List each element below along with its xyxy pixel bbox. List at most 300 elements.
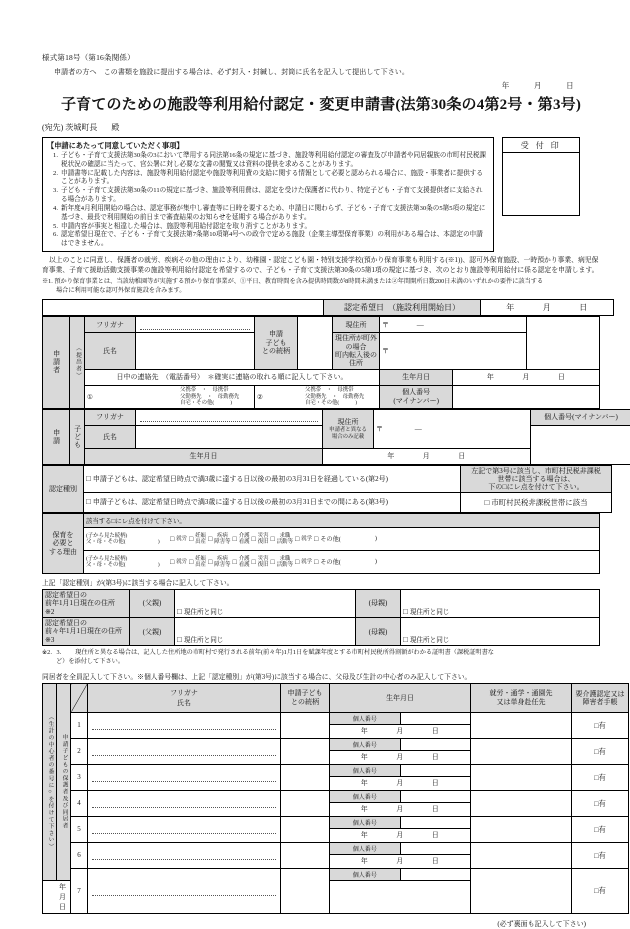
household-care-check[interactable]: □有 [572,764,629,790]
household-mynumber-input[interactable] [400,764,471,776]
contact-2-options[interactable] [305,387,379,406]
reason-option-pregnancy[interactable] [189,533,206,545]
checkbox-icon[interactable]: □ [314,558,318,566]
reason-label: 災害 復旧 [258,533,269,545]
household-birth-input[interactable] [330,854,471,868]
checkbox-icon[interactable]: □ [208,535,212,543]
household-care-check[interactable]: □有 [572,790,629,816]
applicant-furigana-input[interactable] [136,317,255,333]
reason-label: 就労 [176,536,187,542]
applicant-mynumber-input[interactable] [453,385,600,408]
page-title: 子育てのための施設等利用給付認定・変更申請書(法第30条の4第2号・第3号) [42,93,600,114]
household-caption: 同居者を全員記入して下さい。※個人番号欄は、上記「認定種別」が(第3号)に該当する場合に、父母及び生計の中心者のみ記入して下さい。 [42,671,600,681]
birth-year: 年 [361,831,369,839]
household-birth-input[interactable] [43,880,71,913]
checkbox-icon[interactable]: □ [86,474,91,483]
receipt-stamp-area [503,153,579,215]
birth-year: 年 [361,727,369,735]
household-name-input[interactable] [88,842,281,868]
household-row-number: 7 [71,868,88,913]
reason-option-disaster[interactable] [252,533,269,545]
child-address-label-text: 現住所 [325,417,371,427]
reason-option-other[interactable] [314,557,377,566]
birth-day: 日 [432,753,440,761]
dotted-line [92,824,276,834]
reason-label: 就労 [176,559,187,565]
reason-options [86,533,597,545]
child-address-input[interactable] [374,409,531,448]
checkbox-icon[interactable]: □ [177,607,182,616]
birth-year: 年 [361,857,369,865]
certification-type-table [42,465,612,513]
household-row [43,790,629,802]
birth-year: 年 [361,779,369,787]
reason-label-line-3: する理由 [45,548,81,556]
declaration-text: 以上のことに同意し、保護者の就労、疾病その他の理由により、幼稚園・認定こども園・特別支援学校(預かり保育事業も利用する(※1))、認可外保育施設、一時預かり事業、病児保育事業、子育て援助活動支援事業の施設等利用給付認定を希望するので、子ども・子育て支援法第30条の5第1項の規定に基づき、次のとおり施設等利用給付に係る認定を申請します。 [42,256,600,275]
phone-option-line-2: 父勤務先 ・ 母勤務先 [305,394,379,400]
reason-option-jobseeking[interactable] [271,533,293,545]
mynumber-line-1: 個人番号 [382,388,450,396]
birth-month: 月 [396,805,404,813]
receipt-stamp-box [502,137,580,216]
checkbox-icon[interactable]: □ [271,535,275,543]
child-table [42,409,630,465]
date-year-label: 年 [502,81,510,90]
checkbox-icon[interactable]: □ [86,497,91,506]
household-row [43,816,629,828]
reason-relation-2[interactable] [86,556,170,568]
postal-mark-icon: 〒 [382,321,389,329]
child-mynumber-input[interactable] [531,425,630,464]
phone-option-line-1: 父携帯 ・ 母携帯 [305,387,379,393]
reason-row-parent-1[interactable] [84,527,600,550]
reason-other-close: ) [375,535,377,542]
checkbox-icon[interactable]: □ [403,635,408,644]
birth-month: 月 [59,893,67,901]
applicant-relation-input[interactable] [298,317,333,370]
household-work-input[interactable] [471,816,572,842]
phone-option-line-3: 自宅・その他( ) [305,400,379,406]
same-as-current-label: 現住所と同じ [184,609,224,616]
household-relation-input[interactable] [281,816,330,842]
birth-day: 日 [558,373,566,381]
past-address-row-2-mother-input[interactable] [401,617,600,645]
reason-label: 疾病 障害等 [214,556,230,568]
applicant-side-label-main: 申請者 [52,350,59,374]
relation-line-2: 子ども [257,339,295,347]
child-mynumber-label: 個人番号(マイナンバー) [531,409,630,425]
household-mynumber-input[interactable] [400,816,471,828]
non-taxable-household-label: 市町村民税非課税世帯に該当 [491,498,587,507]
household-birth-input[interactable] [330,802,471,816]
past-address-row-2-father-input[interactable] [175,617,356,645]
wish-date-month[interactable]: 月 [543,303,552,312]
consent-item [47,205,489,223]
household-relation-input[interactable] [281,790,330,816]
past-address-table [42,589,600,646]
reason-option-other[interactable] [314,534,377,543]
date-month-label: 月 [534,81,542,90]
reason-option-illness[interactable] [208,556,230,568]
birth-month: 月 [522,373,530,381]
dotted-line [92,746,276,756]
care-header-line-1: 要介護認定又は [574,690,626,698]
household-care-check[interactable]: □有 [572,738,629,764]
certification-option-2-label: 申請子どもは、認定希望日時点で満3歳に達する日以後の最初の3月31日を経過している(第2号) [93,475,388,483]
dotted-line [92,886,276,896]
birth-year: 年 [59,883,67,891]
table-row [43,617,600,645]
furigana-header: フリガナ [90,688,278,698]
checkbox-icon[interactable]: □ [177,635,182,644]
past-address-row-1-father-input[interactable] [175,589,356,617]
contact-1-options[interactable] [180,387,254,406]
same-as-current-label: 現住所と同じ [184,637,224,644]
household-work-header [471,683,572,712]
phone-option-line-2: 父勤務先 ・ 母勤務先 [180,394,254,400]
applicant-side-label [43,317,70,409]
reason-option-illness[interactable] [208,533,230,545]
dotted-line [92,720,276,730]
child-side-label-sub-cell [70,409,85,464]
applicant-name-label: 氏名 [85,333,136,370]
household-relation-input[interactable] [281,868,330,913]
household-birth-input[interactable] [330,776,471,790]
applicant-address-input[interactable] [380,317,527,333]
out-of-town-line-1: 現住所が町外の場合 [335,334,377,351]
birth-month: 月 [396,831,404,839]
past-address-row-1-mother-label: (母親) [356,589,401,617]
mynumber-line-2: (マイナンバー) [382,397,450,405]
certification-option-3[interactable] [84,492,461,512]
label-line-2: 前年1月1日現在の住所 [45,599,127,607]
household-name-input[interactable] [88,868,281,913]
certification-option-2[interactable] [84,465,461,492]
consent-item [47,231,489,249]
childcare-reason-instruction: 該当する□にレ点を付けて下さい。 [84,513,600,527]
child-birth-label: 生年月日 [85,448,323,464]
checkbox-icon[interactable]: □ [170,558,174,566]
household-care-check[interactable]: □有 [572,712,629,738]
reason-options [86,556,597,568]
table-row [43,465,612,492]
birth-month: 月 [396,779,404,787]
table-row [43,492,612,512]
checkbox-icon[interactable]: □ [403,607,408,616]
birth-day: 日 [432,805,440,813]
checkbox-icon[interactable]: □ [252,558,256,566]
relation-line-1: 申請 [257,330,295,338]
wish-date-year[interactable]: 年 [506,303,515,312]
certification-side-note [461,465,612,492]
household-name-input[interactable] [88,764,281,790]
reason-row-parent-2[interactable] [84,550,600,573]
contact-2-number: ② [255,393,305,401]
household-row-number: 6 [71,842,88,868]
form-number: 様式第18号（第16条関係） [42,52,600,63]
household-mynumber-input[interactable] [400,712,471,724]
reason-option-work[interactable] [170,535,187,543]
household-relation-header [281,683,330,712]
table-row [43,385,600,408]
postal-dash: — [417,321,424,329]
reason-label: 妊娠 出産 [195,556,206,568]
household-mynumber-input[interactable] [400,868,471,880]
fill-in-date-line [42,80,600,91]
non-taxable-household-check[interactable] [461,492,612,512]
label-line-1: 認定希望日の [45,591,127,599]
checkbox-icon[interactable]: □ [295,535,299,543]
name-header: 氏名 [90,698,278,708]
reason-option-work[interactable] [170,558,187,566]
consent-and-stamp-row [42,137,600,252]
consent-item-number: 1. [47,152,61,170]
child-address-label [323,409,374,448]
child-furigana-input[interactable] [136,409,323,425]
child-name-label: 氏名 [85,425,136,448]
household-mynumber-label: 個人番号 [330,738,401,750]
reason-other-label: その他( [320,534,341,543]
household-mynumber-input[interactable] [400,790,471,802]
consent-list [47,152,489,249]
birth-day: 日 [59,903,67,911]
household-row-number: 3 [71,764,88,790]
checkbox-icon[interactable]: □ [295,558,299,566]
addressee-text: (宛先) 茨城町長 [42,123,97,132]
past-address-row-1-mother-input[interactable] [401,589,600,617]
household-birth-input[interactable] [330,828,471,842]
past-address-row-2-mother-label: (母親) [356,617,401,645]
table-row [43,409,630,425]
reason-option-caregiving[interactable] [232,533,249,545]
household-relation-input[interactable] [281,764,330,790]
postal-dash: — [415,425,422,433]
note-1 [42,278,600,295]
work-header-line-2: 又は単身赴任先 [473,698,569,706]
relation-line-3: との続柄 [257,347,295,355]
postal-mark-icon: 〒 [382,347,389,355]
wish-date-day[interactable]: 日 [579,303,588,312]
reason-option-pregnancy[interactable] [189,556,206,568]
checkbox-icon[interactable]: □ [208,558,212,566]
household-side-label-main: 申請子どもの保護者及び同居者 [60,734,67,829]
consent-box [42,137,494,252]
childcare-reason-table [42,513,600,574]
birth-month: 月 [396,857,404,865]
phone-option-line-3: 自宅・その他( ) [180,400,254,406]
household-row-number: 1 [71,712,88,738]
receipt-stamp-label: 受 付 印 [503,138,579,153]
note-2-3-text-cont: ど）を添付して下さい。 [42,658,600,666]
household-name-input[interactable] [88,790,281,816]
household-name-input[interactable] [88,712,281,738]
applicant-name-input[interactable] [136,333,255,370]
reason-label: 求職 活動等 [277,533,293,545]
certification-type-label: 認定種別 [43,465,84,512]
consent-item-number: 3. [47,187,61,205]
reason-option-school[interactable] [295,558,312,566]
consent-item [47,152,489,170]
household-work-input[interactable] [471,790,572,816]
table-row [43,527,600,550]
household-row [43,842,629,854]
care-header-line-2: 障害者手帳 [574,698,626,706]
consent-item [47,187,489,205]
applicant-contact-2-cell[interactable] [255,385,380,408]
dotted-line [140,412,318,422]
child-address-note-2: 場合のみ記載 [325,434,371,440]
child-name-input[interactable] [136,425,323,448]
reason-label: 介護 看護 [239,533,250,545]
applicant-out-of-town-label [333,333,380,370]
checkbox-icon[interactable]: □ [232,535,236,543]
birth-day: 日 [432,779,440,787]
relation-header-line-1: 申請子ども [283,689,327,697]
checkbox-icon[interactable]: □ [271,558,275,566]
note-2-3-label: ※2．3． [42,649,66,656]
household-work-input[interactable] [471,738,572,764]
household-care-check[interactable]: □有 [572,842,629,868]
work-header-line-1: 就労・通学・通園先 [473,689,569,697]
checkbox-icon[interactable]: □ [485,498,490,507]
applicant-out-of-town-input[interactable] [380,333,527,370]
household-name-input[interactable] [88,738,281,764]
relation-note-line-1: (子から見た続柄) [86,556,170,562]
consent-item [47,170,489,188]
wish-date-table [42,299,614,316]
consent-item-number: 4. [47,205,61,223]
child-birth-input[interactable] [323,448,531,464]
side-note-line-2: 世帯に該当する場合は、 [463,475,609,483]
household-mynumber-label: 個人番号 [330,764,401,776]
relation-note-line-2: 父・母・その他( ) [86,562,170,568]
birth-day: 日 [458,452,466,460]
applicant-side-label-sub: （提出者） [74,345,81,379]
table-row [43,300,614,316]
consent-item-number: 2. [47,170,61,188]
household-mynumber-label: 個人番号 [330,868,401,880]
reason-label: 妊娠 出産 [195,533,206,545]
reason-label: 就学 [301,536,312,542]
reason-label: 疾病 障害等 [214,533,230,545]
reason-label: 災害 復旧 [258,556,269,568]
past-address-row-2-father-label: (父親) [130,617,175,645]
child-side-label [43,409,70,464]
same-as-current-label: 現住所と同じ [410,637,450,644]
household-side-label-sub: （生計の中心者の番号に○を付けて下さい） [46,714,53,850]
dotted-line [92,772,276,782]
reason-label: 求職 活動等 [277,556,293,568]
household-birth-input[interactable] [330,724,471,738]
reason-relation-1[interactable] [86,533,170,545]
household-row-number: 4 [71,790,88,816]
household-work-input[interactable] [471,764,572,790]
household-work-input[interactable] [471,712,572,738]
household-mynumber-input[interactable] [400,842,471,854]
reason-other-label: その他( [320,557,341,566]
checkbox-icon[interactable]: □ [314,535,318,543]
household-care-check[interactable]: □有 [572,816,629,842]
birth-day: 日 [432,727,440,735]
checkbox-icon[interactable]: □ [232,558,236,566]
past-address-row-2-label [43,617,130,645]
past-address-row-1-father-label: (父親) [130,589,175,617]
birth-day: 日 [432,857,440,865]
checkbox-icon[interactable]: □ [189,558,193,566]
relation-header-line-2: との続柄 [283,698,327,706]
addressee-honorific: 殿 [111,123,119,132]
household-birth-input[interactable] [330,750,471,764]
household-relation-input[interactable] [281,712,330,738]
same-as-current-label: 現住所と同じ [410,609,450,616]
checkbox-icon[interactable]: □ [252,535,256,543]
spacer-cell [43,300,324,316]
consent-item-text: 申請内容が事実と相違した場合は、施設等利用給付認定を取り消すことがあります。 [61,223,489,232]
birth-day: 日 [432,831,440,839]
contact-1-number: ① [85,393,180,401]
birth-year: 年 [361,753,369,761]
household-row-number: 2 [71,738,88,764]
out-of-town-line-2: 町内転入後の住所 [335,351,377,368]
household-row-number: 5 [71,816,88,842]
past-address-row-1-label [43,589,130,617]
household-number-header [71,683,88,712]
household-work-input[interactable] [471,842,572,868]
label-line-2: 前々年1月1日現在の住所 [45,627,127,635]
note-2-3 [42,649,600,666]
label-line-3: ※3 [45,636,127,644]
relation-note-line-2: 父・母・その他( ) [86,539,170,545]
applicant-relation-label [255,317,298,370]
consent-item-text: 子ども・子育て支援法第30条の11の規定に基づき、施設等利用費は、認定を受けた保護者に代わり、特定子ども・子育て支援提供者に支給される場合があります。 [61,187,489,205]
note-1-label: ※1. [42,278,53,285]
addressee [42,122,600,133]
household-name-input[interactable] [88,816,281,842]
applicant-contact-header: 日中の連絡先 （電話番号） ＊確実に連絡の取れる順に記入して下さい。 [85,369,380,385]
household-mynumber-label: 個人番号 [330,790,401,802]
certification-option-3-label: 申請子どもは、認定希望日時点で満3歳に達する日以後の最初の3月31日までの間にある(第3号) [93,498,388,506]
household-mynumber-label: 個人番号 [330,816,401,828]
consent-item-text: 新年度4月利用開始の場合は、認定事務が集中し審査等に日時を要するため、申請日に関わらず、子ども・子育て支援法第30条の5第5項の規定に基づき、最長で利用開始の前日まで審査結果のお知らせを延期する場合があります。 [61,205,489,223]
applicant-contact-1-cell[interactable] [85,385,255,408]
child-address-note-1: 申請者と異なる [325,427,371,433]
household-work-input[interactable] [471,868,572,913]
reason-option-school[interactable] [295,535,312,543]
applicant-furigana-label: フリガナ [85,317,136,333]
household-row [43,738,629,750]
applicant-birth-input[interactable] [453,369,600,385]
consent-item-number: 5. [47,223,61,232]
wish-date-value [481,300,614,316]
reason-option-caregiving[interactable] [232,556,249,568]
household-care-check[interactable]: □有 [572,868,629,913]
checkbox-icon[interactable]: □ [170,535,174,543]
household-mynumber-input[interactable] [400,738,471,750]
household-relation-input[interactable] [281,738,330,764]
table-row [43,317,600,333]
reason-option-jobseeking[interactable] [271,556,293,568]
side-note-line-1: 左記で第3号に該当し、市町村民税非課税 [463,467,609,475]
reason-option-disaster[interactable] [252,556,269,568]
birth-year: 年 [361,805,369,813]
birth-year: 年 [487,373,495,381]
applicant-birth-label: 生年月日 [380,369,453,385]
household-side-label-sub-cell [43,683,57,880]
table-row [43,550,600,573]
household-relation-input[interactable] [281,842,330,868]
consent-title: 【申請にあたって同意していただく事項】 [47,141,489,151]
checkbox-icon[interactable]: □ [189,535,193,543]
